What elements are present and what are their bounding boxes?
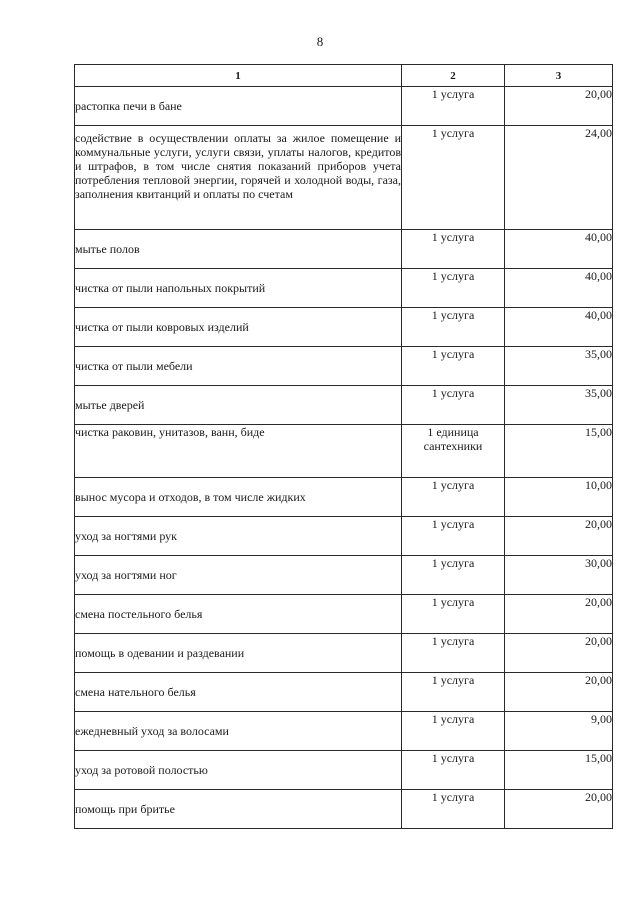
service-unit: 1 услуга [402, 269, 505, 308]
service-unit: 1 услуга [402, 556, 505, 595]
service-unit: 1 услуга [402, 230, 505, 269]
service-name: смена нательного белья [75, 673, 402, 712]
column-header-3: 3 [505, 65, 613, 87]
table-row [75, 751, 613, 790]
service-name: помощь в одевании и раздевании [75, 634, 402, 673]
service-unit: 1 услуга [402, 517, 505, 556]
service-price: 35,00 [505, 386, 613, 425]
service-unit: 1 услуга [402, 386, 505, 425]
service-price: 9,00 [505, 712, 613, 751]
table-row [75, 386, 613, 425]
service-unit: 1 услуга [402, 126, 505, 230]
service-name: помощь при бритье [75, 790, 402, 829]
service-price: 40,00 [505, 269, 613, 308]
service-unit: 1 услуга [402, 595, 505, 634]
service-unit: 1 услуга [402, 478, 505, 517]
service-price: 24,00 [505, 126, 613, 230]
table-row [75, 308, 613, 347]
service-price: 40,00 [505, 308, 613, 347]
table-row [75, 634, 613, 673]
table-row [75, 269, 613, 308]
service-price: 10,00 [505, 478, 613, 517]
service-name: растопка печи в бане [75, 87, 402, 126]
table-row [75, 673, 613, 712]
table-row [75, 425, 613, 478]
service-price: 40,00 [505, 230, 613, 269]
service-price: 20,00 [505, 595, 613, 634]
service-unit: 1 услуга [402, 751, 505, 790]
service-name: вынос мусора и отходов, в том числе жидких [75, 478, 402, 517]
service-price: 20,00 [505, 517, 613, 556]
table-row [75, 126, 613, 230]
column-header-1: 1 [75, 65, 402, 87]
service-price: 35,00 [505, 347, 613, 386]
service-name: уход за ротовой полостью [75, 751, 402, 790]
service-unit: 1 услуга [402, 634, 505, 673]
service-price: 20,00 [505, 634, 613, 673]
table-row [75, 347, 613, 386]
service-name: чистка от пыли мебели [75, 347, 402, 386]
service-unit: 1 услуга [402, 308, 505, 347]
table-row [75, 790, 613, 829]
table-row [75, 517, 613, 556]
table-row [75, 87, 613, 126]
service-name: содействие в осуществлении оплаты за жилое помещение и коммунальные услуги, услуги связи, уплаты налогов, кредитов и штрафов, в том числе снятия показаний приборов учета потребления тепловой энергии, горячей и холодной воды, газа, заполнения квитанций и оплаты по счетам [75, 126, 402, 230]
service-name: уход за ногтями рук [75, 517, 402, 556]
service-unit: 1 услуга [402, 673, 505, 712]
service-price: 30,00 [505, 556, 613, 595]
service-name: чистка от пыли напольных покрытий [75, 269, 402, 308]
table-row [75, 478, 613, 517]
table-row [75, 595, 613, 634]
service-price: 20,00 [505, 87, 613, 126]
service-name: мытье дверей [75, 386, 402, 425]
service-name: мытье полов [75, 230, 402, 269]
table-row [75, 230, 613, 269]
service-name: ежедневный уход за волосами [75, 712, 402, 751]
services-price-table [74, 64, 613, 829]
service-price: 20,00 [505, 790, 613, 829]
service-price: 20,00 [505, 673, 613, 712]
service-name: уход за ногтями ног [75, 556, 402, 595]
page-number: 8 [316, 34, 324, 49]
service-unit: 1 услуга [402, 790, 505, 829]
service-unit: 1 услуга [402, 87, 505, 126]
table-header-row [75, 65, 613, 87]
column-header-2: 2 [402, 65, 505, 87]
service-name: чистка от пыли ковровых изделий [75, 308, 402, 347]
table-row [75, 712, 613, 751]
service-name: смена постельного белья [75, 595, 402, 634]
service-unit: 1 единица сантехники [402, 425, 505, 478]
service-unit: 1 услуга [402, 712, 505, 751]
service-price: 15,00 [505, 425, 613, 478]
service-unit: 1 услуга [402, 347, 505, 386]
service-name: чистка раковин, унитазов, ванн, биде [75, 425, 402, 478]
service-price: 15,00 [505, 751, 613, 790]
table-row [75, 556, 613, 595]
